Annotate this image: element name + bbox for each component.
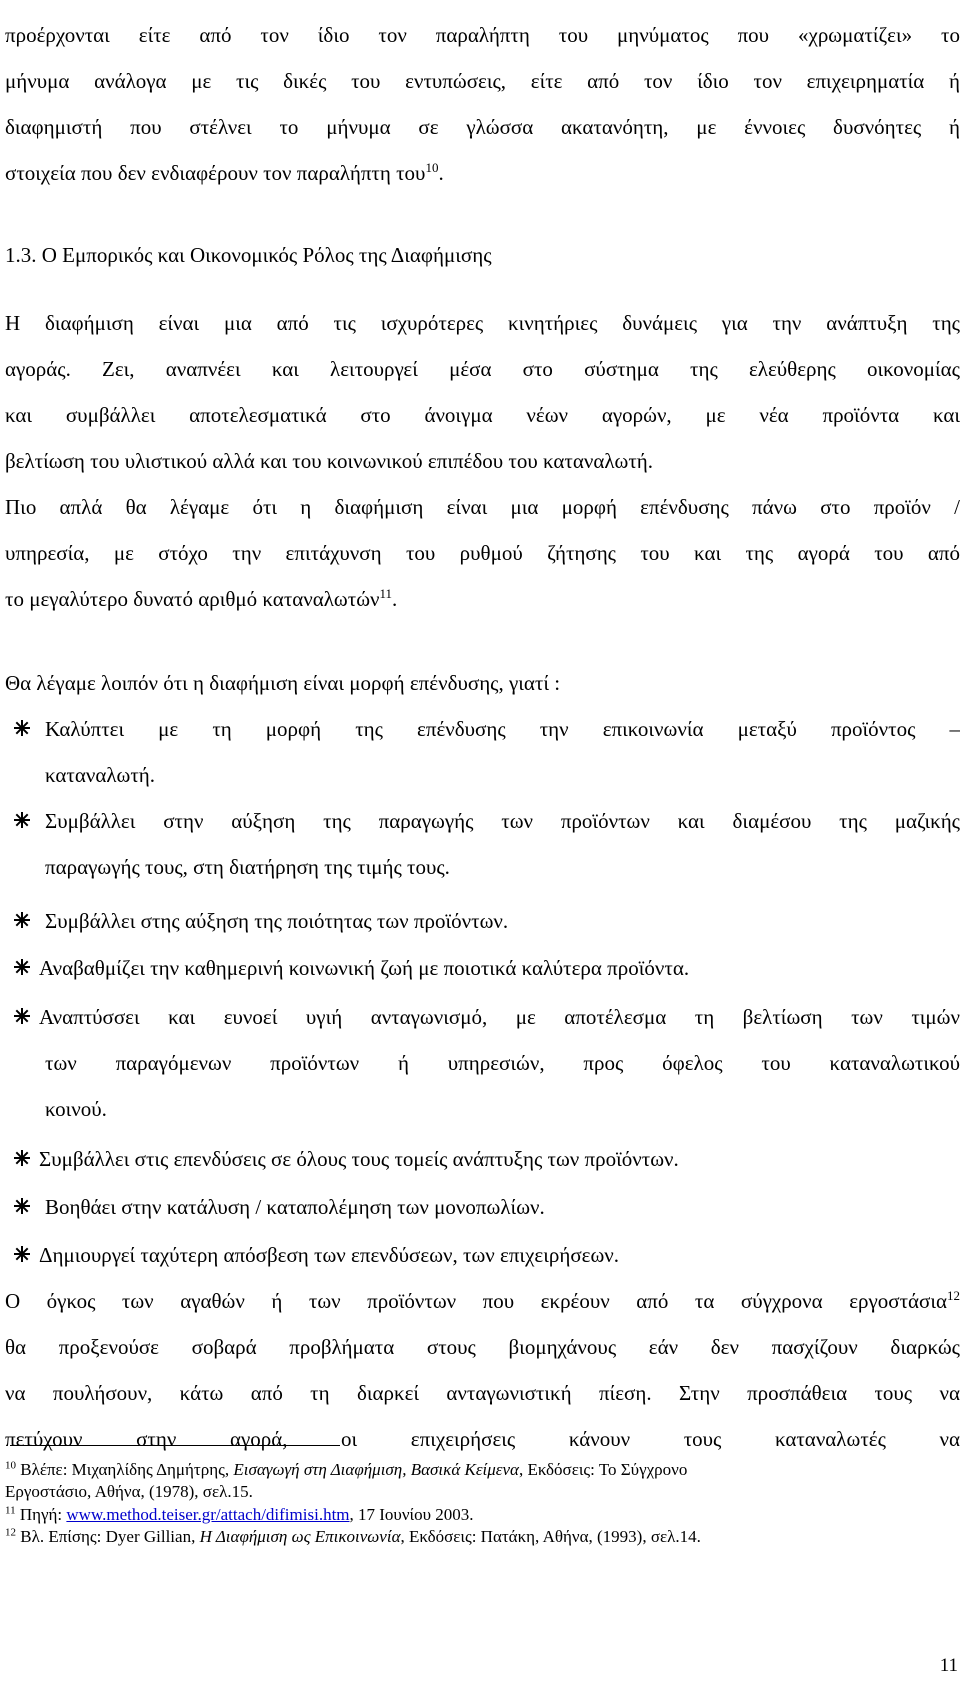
section-heading: 1.3. Ο Εμπορικός και Οικονομικός Ρόλος της Διαφήμισης [5,243,492,267]
footnote-ref-10[interactable]: 10 [425,160,439,175]
list-item [5,798,960,844]
footnote-separator [10,1445,340,1446]
footnote-title: Εισαγωγή στη Διαφήμιση, Βασικά Κείμενα [233,1460,519,1479]
list-item-text: κοινού. [45,1097,107,1121]
text-line: πετύχουν στην αγορά, οι επιχειρήσεις κάνουν τους καταναλωτές να [5,1427,960,1451]
asterisk-bullet-icon [13,1184,33,1230]
text-line-content: Ο όγκος των αγαθών ή των προϊόντων που εκρέουν από τα σύγχρονα εργοστάσια [5,1289,947,1313]
asterisk-bullet-icon [13,1136,33,1182]
footnote-text: Βλ. Επίσης: Dyer Gillian, [20,1527,200,1546]
text-line: Η διαφήμιση είναι μια από τις ισχυρότερες κινητήριες δυνάμεις για την ανάπτυξη της [5,311,960,335]
text-line: βελτίωση του υλιστικού αλλά και του κοινωνικού επιπέδου του καταναλωτή. [5,449,654,473]
list-item-text: Συμβάλλει στην αύξηση της παραγωγής των προϊόντων και διαμέσου της μαζικής [45,809,960,833]
list-item-text: καταναλωτή. [45,763,156,787]
sentence-end: . [392,587,398,611]
paragraph-investment [5,484,960,622]
list-item [5,706,960,752]
text-line: μήνυμα ανάλογα με τις δικές του εντυπώσεις, είτε από τον ίδιο τον επιχειρηματία ή [5,69,960,93]
footnote-number: 11 [5,1504,16,1517]
list-item-text: Βοηθάει στην κατάλυση / καταπολέμηση των μονοπωλίων. [45,1195,545,1219]
list-item [5,1136,960,1182]
text-line: θα προξενούσε σοβαρά προβλήματα στους βιομηχάνους εάν δεν πασχίζουν διαρκώς [5,1335,960,1359]
footnote-text: Βλέπε: Μιχαηλίδης Δημήτρης, [20,1460,234,1479]
sentence-end: . [438,161,444,185]
footnote-10-line2: Εργοστάσιο, Αθήνα, (1978), σελ.15. [5,1482,253,1501]
document-page [5,0,960,1690]
footnote-ref-11[interactable]: 11 [379,586,393,601]
list-item-text: Καλύπτει με τη μορφή της επένδυσης την επικοινωνία μεταξύ προϊόντος – [45,717,960,741]
footnote-text: Πηγή: [19,1505,67,1524]
list-item-continuation [5,1040,960,1086]
list-item [5,1184,960,1230]
footnote-text: , 17 Ιουνίου 2003. [349,1505,474,1524]
list-item-text: Συμβάλλει στης αύξηση της ποιότητας των προϊόντων. [45,909,509,933]
asterisk-bullet-icon [13,945,33,991]
list-item-continuation [5,1086,960,1132]
list-item [5,1232,960,1278]
text-line [5,576,960,622]
footnote-ref-12[interactable]: 12 [947,1288,960,1303]
footnote-text: , Εκδόσεις: Πατάκη, Αθήνα, (1993), σελ.14. [400,1527,701,1546]
list-item-text: παραγωγής τους, στη διατήρηση της τιμής τους. [45,855,450,879]
text-line: υπηρεσία, με στόχο την επιτάχυνση του ρυθμού ζήτησης του και της αγορά του από [5,541,960,565]
page-number: 11 [939,1655,958,1676]
text-line: αγοράς. Ζει, αναπνέει και λειτουργεί μέσα στο σύστημα της ελεύθερης οικονομίας [5,357,960,381]
list-item-text: των παραγόμενων προϊόντων ή υπηρεσιών, προς όφελος του καταναλωτικού [45,1051,960,1075]
text-line: προέρχονται είτε από τον ίδιο τον παραλήπτη του μηνύματος που «χρωματίζει» το [5,23,960,47]
list-item-text: Δημιουργεί ταχύτερη απόσβεση των επενδύσεων, των επιχειρήσεων. [39,1243,620,1267]
list-item [5,945,960,991]
text-line-content: το μεγαλύτερο δυνατό αριθμό καταναλωτών [5,587,380,611]
list-item [5,994,960,1040]
text-line: διαφημιστή που στέλνει το μήνυμα σε γλώσσα ακατανόητη, με έννοιες δυσνόητες ή [5,115,960,139]
intro-paragraph [5,12,960,196]
paragraph-volume [5,1278,960,1462]
list-item [5,898,960,944]
footnote-number: 12 [5,1526,16,1539]
text-line: Πιο απλά θα λέγαμε ότι η διαφήμιση είναι μια μορφή επένδυσης πάνω στο προϊόν / [5,495,960,519]
asterisk-bullet-icon [13,898,33,944]
list-item-text: Συμβάλλει στις επενδύσεις σε όλους τους τομείς ανάπτυξης των προϊόντων. [39,1147,679,1171]
footnote-10 [5,1459,687,1481]
bullet-lead [5,660,960,706]
text-line-content: στοιχεία που δεν ενδιαφέρουν τον παραλήπτη του [5,161,426,185]
list-item-continuation [5,752,960,798]
text-line [5,1278,960,1324]
list-item-continuation [5,844,960,890]
footnote-12 [5,1526,701,1548]
text-line: και συμβάλλει αποτελεσματικά στο άνοιγμα νέων αγορών, με νέα προϊόντα και [5,403,960,427]
footnote-title: Η Διαφήμιση ως Επικοινωνία [199,1527,401,1546]
asterisk-bullet-icon [13,706,33,752]
footnote-link[interactable]: www.method.teiser.gr/attach/difimisi.htm [66,1505,350,1524]
list-item-text: Αναβαθμίζει την καθημερινή κοινωνική ζωή με ποιοτικά καλύτερα προϊόντα. [39,956,690,980]
asterisk-bullet-icon [13,994,33,1040]
text-line [5,150,960,196]
footnote-text: , Εκδόσεις: Το Σύγχρονο [518,1460,688,1479]
text-line: Θα λέγαμε λοιπόν ότι η διαφήμιση είναι μορφή επένδυσης, γιατί : [5,671,561,695]
asterisk-bullet-icon [13,798,33,844]
footnote-number: 10 [5,1459,16,1472]
asterisk-bullet-icon [13,1232,33,1278]
footnote-11 [5,1504,474,1526]
paragraph-role [5,300,960,484]
list-item-text: Αναπτύσσει και ευνοεί υγιή ανταγωνισμό, με αποτέλεσμα τη βελτίωση των τιμών [39,1005,960,1029]
text-line: να πουλήσουν, κάτω από τη διαρκεί ανταγωνιστική πίεση. Στην προσπάθεια τους να [5,1381,960,1405]
